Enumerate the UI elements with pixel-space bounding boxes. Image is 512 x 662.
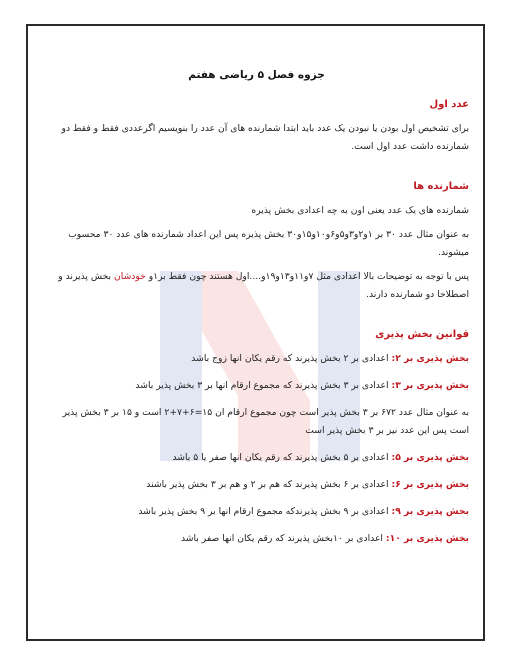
rule-text: اعدادی بر ۵ بخش پذیرند که رقم یکان انها صفر یا ۵ باشد bbox=[172, 452, 392, 463]
rule-item bbox=[44, 449, 469, 467]
page-frame bbox=[26, 24, 485, 641]
rule-text: اعدادی بر ۳ بخش پذیرند که مجموع ارقام انها بر ۳ بخش پذیر باشد bbox=[135, 380, 392, 391]
rule-label: بخش پذیری بر ۲: bbox=[391, 353, 469, 364]
rule-label: بخش پذیری بر ۵: bbox=[391, 452, 469, 463]
rule-text: اعدادی بر ۶ بخش پذیرند که هم بر ۲ و هم بر ۳ بخش پذیر باشند bbox=[146, 479, 392, 490]
rule-text: اعدادی بر ۹ بخش پذیرندکه مجموع ارقام انها بر ۹ بخش پذیر باشد bbox=[138, 506, 392, 517]
page-title: جزوه فصل ۵ ریاضی هفتم bbox=[188, 69, 325, 81]
rule-text: اعدادی بر ۱۰بخش پذیرند که رقم یکان انها صفر باشد bbox=[180, 533, 386, 544]
text-run: پس با توجه به توضیحات بالا اعدادی مثل ۷و۱۱و۱۳و۱۹و....اول هستند چون فقط بر۱و bbox=[145, 271, 469, 282]
document-body bbox=[44, 66, 469, 557]
rule-item bbox=[44, 530, 469, 548]
rule-label: بخش پذیری بر ۳: bbox=[391, 380, 469, 391]
section-heading-divisors: شمارنده ها bbox=[413, 181, 469, 192]
rule-item bbox=[44, 503, 469, 521]
section-heading-prime: عدد اول bbox=[429, 99, 469, 110]
text-run: بخش پذیرند و اصطلاحا دو شمارنده دارند. bbox=[58, 271, 469, 300]
rule-item bbox=[44, 350, 469, 368]
rule-text: اعدادی بر ۲ بخش پذیرند که رقم یکان انها زوج باشد bbox=[191, 353, 392, 364]
link-text[interactable]: خودشان bbox=[114, 271, 146, 282]
section-heading-divisibility-rules: قوانین بخش پذیری bbox=[375, 329, 469, 340]
paragraph: به عنوان مثال عدد ۳۰ بر ۱و۲و۳و۵و۶و۱۰و۱۵و۳۰ بخش پذیره پس این اعداد شمارنده های عدد ۳۰ محسوب میشوند. bbox=[68, 229, 469, 258]
rule-label: بخش پذیری بر ۱۰: bbox=[385, 533, 469, 544]
rule-label: بخش پذیری بر ۶: bbox=[391, 479, 469, 490]
paragraph bbox=[44, 268, 469, 304]
example-paragraph: به عنوان مثال عدد ۶۷۲ بر ۳ بخش پذیر است چون مجموع ارقام ان ۱۵=۶+۷+۲ است و ۱۵ بر ۳ بخش پذیر است پس این عدد نیز بر ۳ بخش پذیر است bbox=[62, 407, 469, 436]
rule-item bbox=[44, 377, 469, 395]
paragraph: برای تشخیص اول بودن یا نبودن یک عدد باید ابتدا شمارنده های آن عدد را بنویسیم اگرعددی فقط و فقط دو شمارنده داشت عدد اول است. bbox=[61, 123, 469, 152]
rule-item bbox=[44, 476, 469, 494]
rule-label: بخش پذیری بر ۹: bbox=[391, 506, 469, 517]
paragraph: شمارنده های یک عدد یعنی اون به چه اعدادی بخش پذیره bbox=[251, 205, 469, 216]
